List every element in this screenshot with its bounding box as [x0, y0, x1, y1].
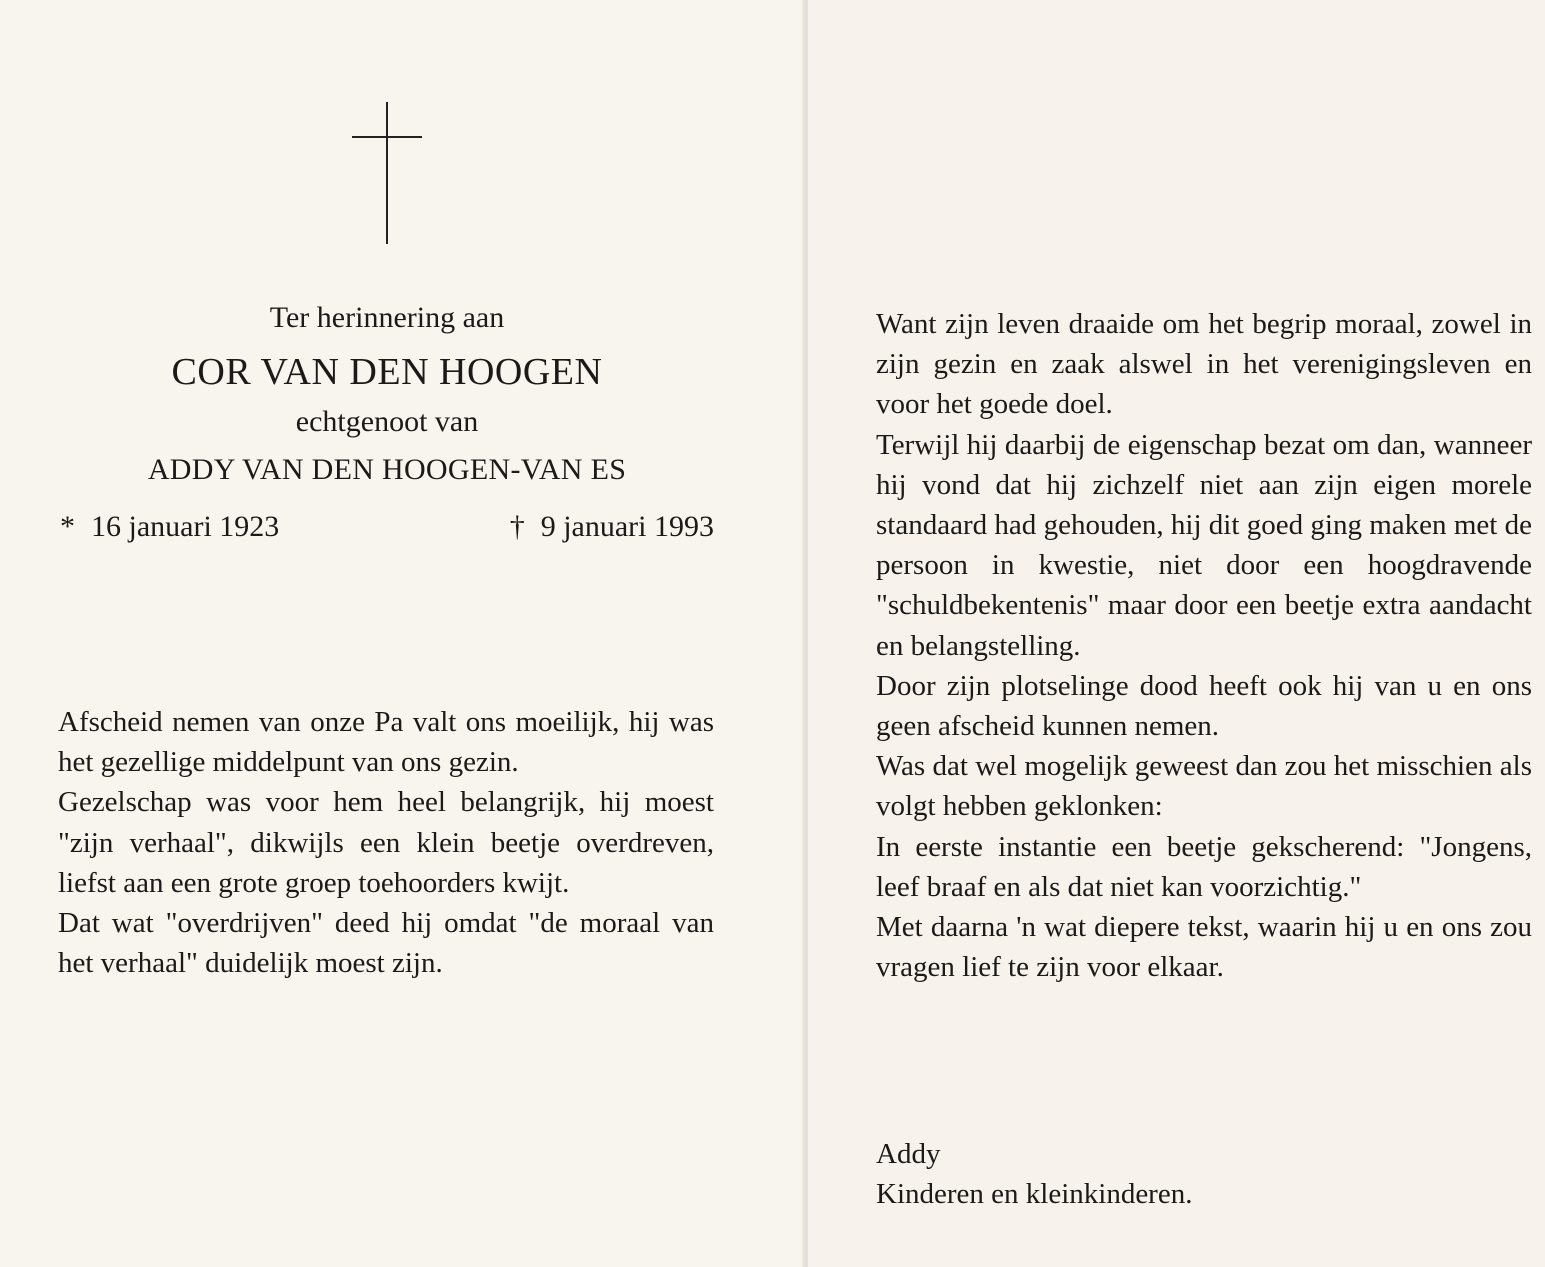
- spouse-name: ADDY VAN DEN HOOGEN-VAN ES: [147, 453, 627, 486]
- left-body-text: [58, 702, 714, 983]
- death-dagger-icon: †: [509, 510, 525, 543]
- paragraph: Was dat wel mogelijk geweest dan zou het misschien als volgt hebben geklonken:: [876, 750, 1532, 823]
- signature-block: [876, 1134, 1192, 1214]
- paragraph: Want zijn leven draaide om het begrip moraal, zowel in zijn gezin en zaak alswel in het verenigingsleven en voor het goede doel.: [876, 308, 1532, 421]
- right-body-text: [876, 304, 1532, 987]
- life-dates: [60, 505, 714, 549]
- paragraph: In eerste instantie een beetje gekscherend: "Jongens, leef braaf en als dat niet kan voorzichtig.": [876, 830, 1532, 903]
- intro-text: Ter herinnering aan: [269, 301, 505, 334]
- paragraph: Met daarna 'n wat diepere tekst, waarin hij u en ons zou vragen lief te zijn voor elkaar.: [876, 911, 1532, 984]
- paragraph: Dat wat "overdrijven" deed hij omdat "de moraal van het verhaal" duidelijk moest zijn.: [58, 907, 714, 980]
- death-date: 9 januari 1993: [540, 510, 714, 543]
- deceased-name: COR VAN DEN HOOGEN: [171, 351, 603, 393]
- cross-icon: [352, 102, 422, 244]
- paragraph: Door zijn plotselinge dood heeft ook hij van u en ons geen afscheid kunnen nemen.: [876, 669, 1532, 743]
- spouse-label: echtgenoot van: [295, 405, 479, 438]
- signature-family: Kinderen en kleinkinderen.: [876, 1178, 1193, 1210]
- birth-date-line: [60, 505, 279, 549]
- birth-star-icon: *: [60, 510, 75, 543]
- death-date-line: [510, 505, 714, 549]
- paragraph: Gezelschap was voor hem heel belangrijk, hij moest "zijn verhaal", dikwijls een klein beetje overdreven, liefst aan een grote groep toehoorders kwijt.: [58, 786, 714, 899]
- birth-date: 16 januari 1923: [91, 510, 280, 543]
- paragraph: Terwijl hij daarbij de eigenschap bezat om dan, wanneer hij vond dat hij zichzelf niet aan zijn eigen morele standaard had gehouden, hij dit goed ging maken met de persoon in kwestie, niet door een hoogdravende "schuldbekentenis" maar door een beetje extra aandacht en belangstelling.: [876, 428, 1532, 662]
- signature-name: Addy: [876, 1138, 941, 1170]
- right-page: [808, 0, 1545, 1267]
- paragraph: Afscheid nemen van onze Pa valt ons moeilijk, hij was het gezellige middelpunt van ons gezin.: [58, 706, 714, 779]
